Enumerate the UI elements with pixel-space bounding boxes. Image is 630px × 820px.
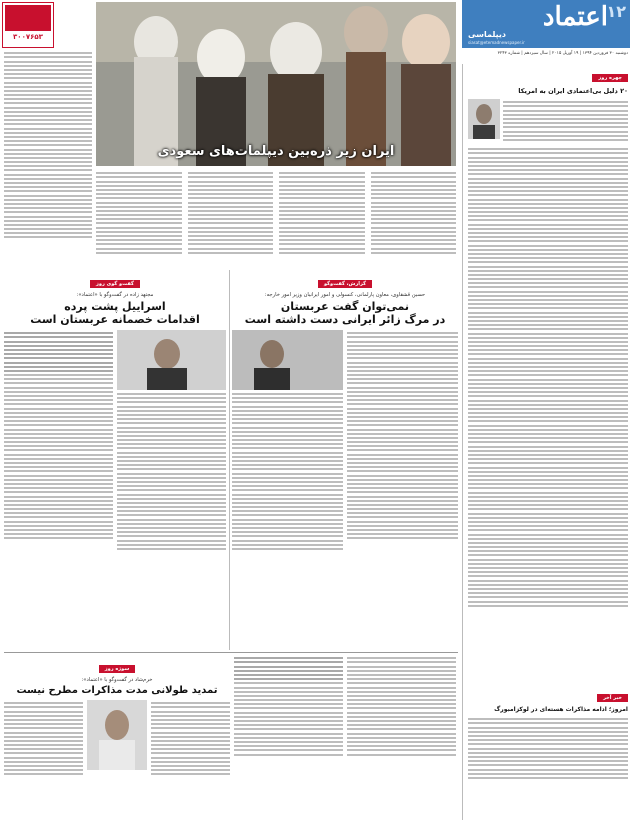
section-email: siasat@etemadnewspaper.ir — [468, 40, 525, 45]
sidebar-footer-tag-wrap — [468, 684, 628, 703]
middle-right-kicker: حسین قشقاوی، معاون پارلمانی، کنسولی و امور ایرانیان وزیر امور خارجه: — [264, 292, 426, 298]
ad-sticker — [2, 2, 54, 48]
sidebar-body — [468, 146, 628, 646]
newspaper-logo: اعتماد — [542, 2, 608, 32]
sidebar-footer-headline: امروز؛ ادامه مذاکرات هسته‌ای در لوکزامبورگ — [494, 706, 628, 714]
bottom-middle-body — [234, 655, 456, 817]
sidebar-footer-body — [468, 716, 628, 806]
bottom-left-body — [4, 700, 230, 820]
middle-left-story — [4, 270, 226, 650]
middle-right-tag: گزارش، گفت‌وگو — [318, 280, 372, 288]
middle-left-headline-2: اقدامات خصمانه عربستان است — [30, 313, 200, 326]
ad-sticker-fill — [5, 5, 51, 31]
lead-body-col1 — [371, 170, 457, 270]
lead-body-col2 — [279, 170, 365, 270]
sidebar-footer-tag: خبر آخر — [597, 694, 628, 702]
issue-info — [470, 48, 630, 64]
middle-right-col1 — [347, 330, 458, 660]
middle-left-photo — [117, 330, 226, 390]
sidebar-tag: چهره روز — [592, 74, 628, 82]
masthead — [462, 0, 630, 48]
middle-left-body — [4, 330, 226, 660]
interviewee-illustration — [232, 330, 343, 390]
middle-right-body — [232, 330, 458, 660]
portrait-illustration — [468, 99, 500, 139]
sidebar-headline: ۲۰ دلیل بی‌اعتمادی ایران به امریکا — [518, 87, 628, 95]
bottom-left-headline: تمدید طولانی مدت مذاکرات مطرح نیست — [16, 685, 218, 696]
ad-sticker-code: ۳۰۰۷۶۵۳ — [13, 33, 43, 41]
sidebar-tag-wrap — [468, 64, 628, 83]
bottom-left-kicker: خرم‌شاد در گفت‌وگو با «اعتماد»: — [81, 677, 153, 683]
middle-right-photo — [232, 330, 343, 390]
middle-left-col2 — [4, 330, 113, 660]
middle-left-tag-wrap — [4, 270, 226, 289]
sidebar-intro-text — [500, 99, 628, 143]
lead-body-col4 — [96, 170, 182, 270]
issue-line: دوشنبه ۳۰ فروردین ۱۳۹۴ | ۱۹ آوریل ۲۰۱۵ | سال سیزدهم | شماره ۳۲۴۳ — [497, 51, 628, 56]
middle-right-headline-2: در مرگ زائر ایرانی دست داشته است — [244, 313, 446, 326]
middle-left-headline-1: اسراییل پشت پرده — [64, 300, 166, 313]
section-name: دیپلماسی — [468, 30, 506, 39]
bottom-left-story — [4, 655, 230, 817]
bottom-left-col2 — [4, 700, 83, 820]
bottom-left-tag-wrap — [4, 655, 230, 674]
sidebar-intro — [468, 99, 628, 143]
bottom-middle-col1 — [347, 655, 456, 815]
lead-left-column — [4, 50, 92, 260]
center-divider — [229, 270, 230, 650]
middle-right-tag-wrap — [232, 270, 458, 289]
middle-left-kicker: مجتهد زاده در گفت‌وگو با «اعتماد»: — [76, 292, 154, 298]
middle-right-story — [232, 270, 458, 650]
bottom-left-col1 — [151, 700, 230, 820]
interviewee-portrait-illustration — [117, 330, 226, 390]
lead-body-col3 — [188, 170, 274, 270]
right-sidebar — [468, 64, 628, 820]
sidebar-portrait — [468, 99, 500, 139]
middle-left-tag: گفت‌و گوی روز — [90, 280, 140, 288]
lead-body — [96, 170, 456, 270]
middle-left-col1 — [117, 330, 226, 660]
bottom-rule — [4, 652, 458, 653]
bottom-middle-col2 — [234, 655, 343, 815]
saudi-officials-illustration — [96, 2, 456, 166]
lead-photo — [96, 2, 456, 166]
page-number: ۱۲ — [606, 2, 626, 21]
middle-right-headline-1: نمی‌توان گفت عربستان — [280, 300, 410, 313]
middle-right-col2 — [232, 330, 343, 660]
lead-headline: ایران زیر ذره‌بین دیپلمات‌های سعودی — [157, 144, 395, 159]
bottom-left-photo — [87, 700, 147, 770]
sidebar-divider — [462, 64, 463, 820]
bottom-left-tag: سوژه روز — [99, 665, 136, 673]
khorramshad-portrait-illustration — [87, 700, 147, 770]
